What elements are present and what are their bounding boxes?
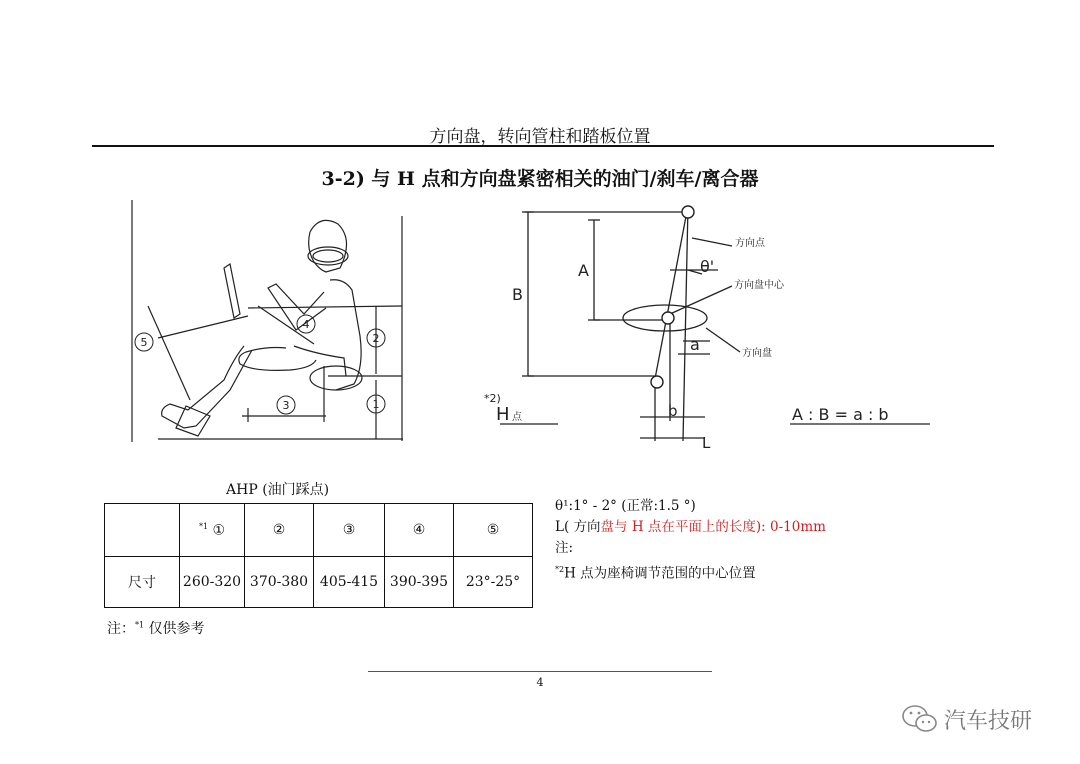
table-note bbox=[107, 618, 205, 638]
theta-label: θ' bbox=[700, 257, 715, 276]
note-label: 注: bbox=[555, 540, 574, 556]
h-suffix: 点 bbox=[512, 412, 522, 423]
mannequin-figure bbox=[118, 196, 418, 476]
dimension-table bbox=[104, 503, 533, 608]
l-spec-red: 盘与 H 点在平面上的长度): 0-10mm bbox=[600, 519, 826, 535]
note-text: 仅供参考 bbox=[144, 621, 205, 637]
table-header-cell: ③ bbox=[314, 504, 385, 557]
wechat-icon bbox=[900, 702, 940, 736]
callout-wheel-center: 方向盘中心 bbox=[734, 280, 784, 291]
section-title: 3-2) 与 H 点和方向盘紧密相关的油门/刹车/离合器 bbox=[321, 168, 759, 190]
page-number: 4 bbox=[536, 676, 544, 689]
theta-spec: θ¹:1° - 2° (正常:1.5 °) bbox=[555, 498, 696, 514]
dim-a-lower: a bbox=[690, 335, 700, 354]
table-cell: 370-380 bbox=[245, 557, 314, 608]
ahp-caption: AHP (油门踩点) bbox=[226, 482, 330, 498]
dim-l: L bbox=[702, 434, 711, 452]
h-note-mark: *2 bbox=[555, 565, 565, 574]
h-label: H bbox=[496, 404, 510, 425]
table-header-cell: ④ bbox=[385, 504, 454, 557]
table-cell: 405-415 bbox=[314, 557, 385, 608]
footer-rule bbox=[368, 671, 712, 672]
note-mark: *1 bbox=[135, 620, 145, 630]
table-cell: 390-395 bbox=[385, 557, 454, 608]
spec-notes bbox=[555, 496, 826, 585]
table-header-cell: ② bbox=[245, 504, 314, 557]
table-header-row bbox=[105, 504, 533, 557]
label-5: 5 bbox=[140, 336, 148, 349]
row-label: 尺寸 bbox=[105, 557, 180, 608]
label-1: 1 bbox=[372, 398, 380, 411]
h-note-text: H 点为座椅调节范围的中心位置 bbox=[564, 565, 756, 582]
table-header-cell: ⑤ bbox=[454, 504, 533, 557]
note-prefix: 注： bbox=[107, 621, 135, 637]
table-header-cell bbox=[180, 504, 245, 557]
header-title: 方向盘，转向管柱和踏板位置 bbox=[429, 127, 651, 147]
table-corner-cell bbox=[105, 504, 180, 557]
table-row bbox=[105, 557, 533, 608]
l-spec-black: L( 方向 bbox=[555, 519, 601, 535]
brand-name: 汽车技研 bbox=[944, 709, 1033, 734]
h-point-note bbox=[555, 559, 826, 585]
dim-b: B bbox=[512, 285, 523, 304]
header-rule bbox=[92, 145, 994, 147]
dim-a-upper: A bbox=[578, 261, 589, 280]
ratio-formula: A : B = a : b bbox=[792, 405, 889, 424]
callout-wheel: 方向盘 bbox=[742, 348, 772, 359]
label-2: 2 bbox=[372, 332, 380, 345]
brand-watermark bbox=[900, 702, 1070, 736]
h-mark: *2) bbox=[484, 392, 501, 405]
callout-steering-point: 方向点 bbox=[735, 238, 765, 249]
table-cell: 23°-25° bbox=[454, 557, 533, 608]
column-1-label: ① bbox=[212, 522, 226, 539]
label-4: 4 bbox=[302, 318, 310, 331]
dim-b-lower: b bbox=[668, 402, 678, 420]
steering-geometry-figure bbox=[470, 196, 965, 476]
l-spec bbox=[555, 517, 826, 538]
header-footnote-mark: *1 bbox=[198, 521, 209, 531]
table-cell: 260-320 bbox=[180, 557, 245, 608]
label-3: 3 bbox=[282, 399, 290, 412]
